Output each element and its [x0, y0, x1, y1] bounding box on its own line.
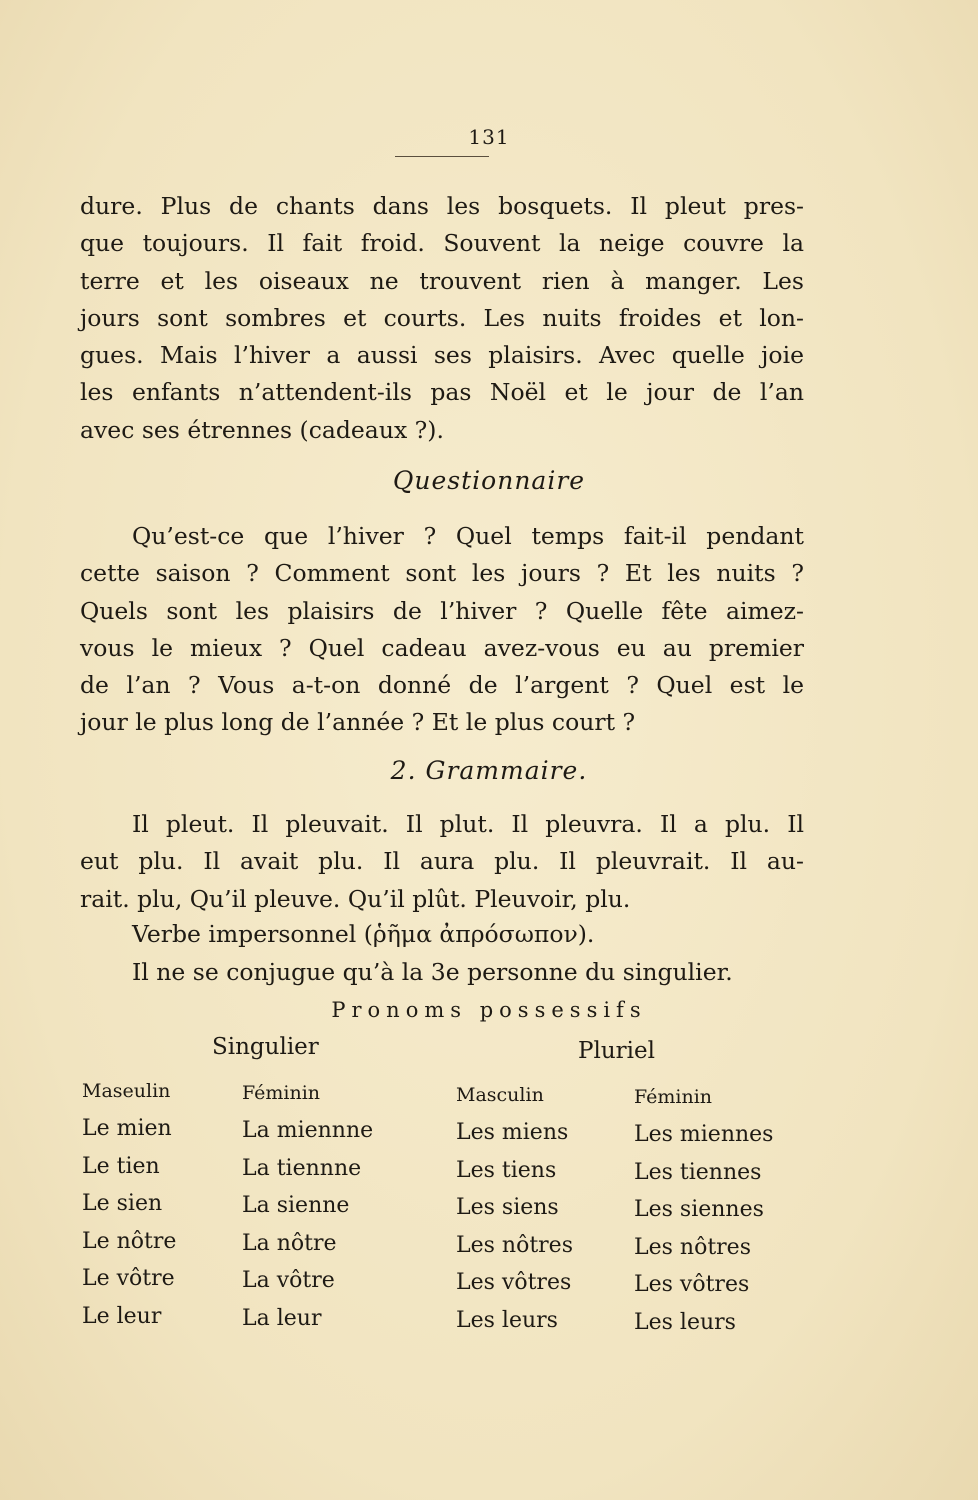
pronoun-cell: Les vôtres	[634, 1272, 750, 1297]
pronoun-cell: Le leur	[82, 1303, 162, 1329]
pronoun-cell: Le vôtre	[82, 1266, 175, 1291]
verb-note: Verbe impersonnel (ῥῆμα ἀπρόσωπον).	[132, 920, 595, 948]
text-line: dure. Plus de chants dans les bosquets. Il pleut pres-	[80, 192, 804, 220]
text-line: jour le plus long de l’année ? Et le plus court ?	[80, 708, 636, 737]
text-line: de l’an ? Vous a-t-on donné de l’argent ? Quel est le	[80, 671, 804, 700]
text-line: Qu’est-ce que l’hiver ? Quel temps fait-il pendant	[132, 522, 804, 550]
text-line: eut plu. Il avait plu. Il aura plu. Il pleuvrait. Il au-	[80, 847, 804, 876]
pronoun-cell: Le nôtre	[82, 1228, 177, 1254]
pronoun-cell: Les siennes	[634, 1197, 764, 1222]
text-line: cette saison ? Comment sont les jours ? Et les nuits ?	[80, 559, 804, 588]
pronoun-cell: Les tiennes	[634, 1159, 762, 1185]
pronoun-column-singular-masculine	[82, 1074, 176, 1335]
pronoun-cell: La sienne	[242, 1193, 350, 1218]
text-line: terre et les oiseaux ne trouvent rien à manger. Les	[80, 266, 804, 295]
pronoun-cell: Les nôtres	[634, 1234, 751, 1260]
pronoun-cell: Les nôtres	[456, 1232, 573, 1258]
pronoun-cell: Les miennes	[634, 1122, 774, 1147]
pronoun-cell: Les vôtres	[456, 1270, 572, 1295]
pronoun-cell: La leur	[242, 1305, 322, 1331]
pronoun-cell: Les leurs	[634, 1309, 736, 1335]
pronoun-cell: Les miens	[456, 1120, 569, 1145]
text-line: gues. Mais l’hiver a aussi ses plaisirs. Avec quelle joie	[80, 341, 804, 370]
text-line: les enfants n’attendent-ils pas Noël et le jour de l’an	[80, 378, 804, 407]
singular-label: Singulier	[212, 1034, 319, 1060]
column-header: Féminin	[634, 1086, 713, 1108]
pronoun-cell: Le tien	[82, 1153, 160, 1179]
pronoun-column-plural-feminine	[634, 1080, 773, 1341]
questionnaire-heading: Questionnaire	[392, 466, 586, 495]
text-line: jours sont sombres et courts. Les nuits froides et lon-	[80, 303, 804, 332]
text-line: Quels sont les plaisirs de l’hiver ? Quelle fête aimez-	[80, 596, 804, 625]
pronoun-cell: La nôtre	[242, 1230, 337, 1256]
pronoun-cell: La tiennne	[242, 1155, 362, 1181]
text-line: rait. plu, Qu’il pleuve. Qu’il plût. Pleuvoir, plu.	[80, 884, 631, 913]
text-line: que toujours. Il fait froid. Souvent la neige couvre la	[80, 229, 804, 258]
pronoun-cell: Les tiens	[456, 1157, 557, 1183]
plural-label: Pluriel	[578, 1038, 655, 1064]
pronoun-cell: La miennne	[242, 1118, 374, 1143]
column-header: Masculin	[456, 1084, 544, 1106]
pronoun-cell: Les leurs	[456, 1307, 558, 1333]
pronouns-title: Pronoms possessifs	[331, 998, 647, 1022]
paragraph-grammar	[80, 806, 804, 918]
pronoun-cell: Le sien	[82, 1191, 163, 1216]
pronoun-column-plural-masculine	[456, 1078, 573, 1339]
text-line: Il pleut. Il pleuvait. Il plut. Il pleuvra. Il a plu. Il	[132, 810, 804, 838]
column-header: Maseulin	[82, 1080, 171, 1102]
page-number-rule	[395, 156, 489, 157]
column-header: Féminin	[242, 1082, 321, 1104]
text-line: vous le mieux ? Quel cadeau avez-vous eu au premier	[80, 633, 804, 662]
paragraph-winter	[80, 188, 804, 449]
conjugation-note: Il ne se conjugue qu’à la 3e personne du singulier.	[132, 958, 733, 986]
pronoun-cell: Les siens	[456, 1195, 559, 1220]
page-number: 131	[468, 125, 510, 149]
paragraph-questionnaire	[80, 518, 804, 742]
text-line: avec ses étrennes (cadeaux ?).	[80, 415, 444, 444]
pronoun-column-singular-feminine	[242, 1076, 373, 1337]
pronoun-cell: Le mien	[82, 1116, 172, 1141]
grammar-heading: 2. Grammaire.	[390, 756, 588, 785]
pronoun-cell: La vôtre	[242, 1268, 335, 1293]
